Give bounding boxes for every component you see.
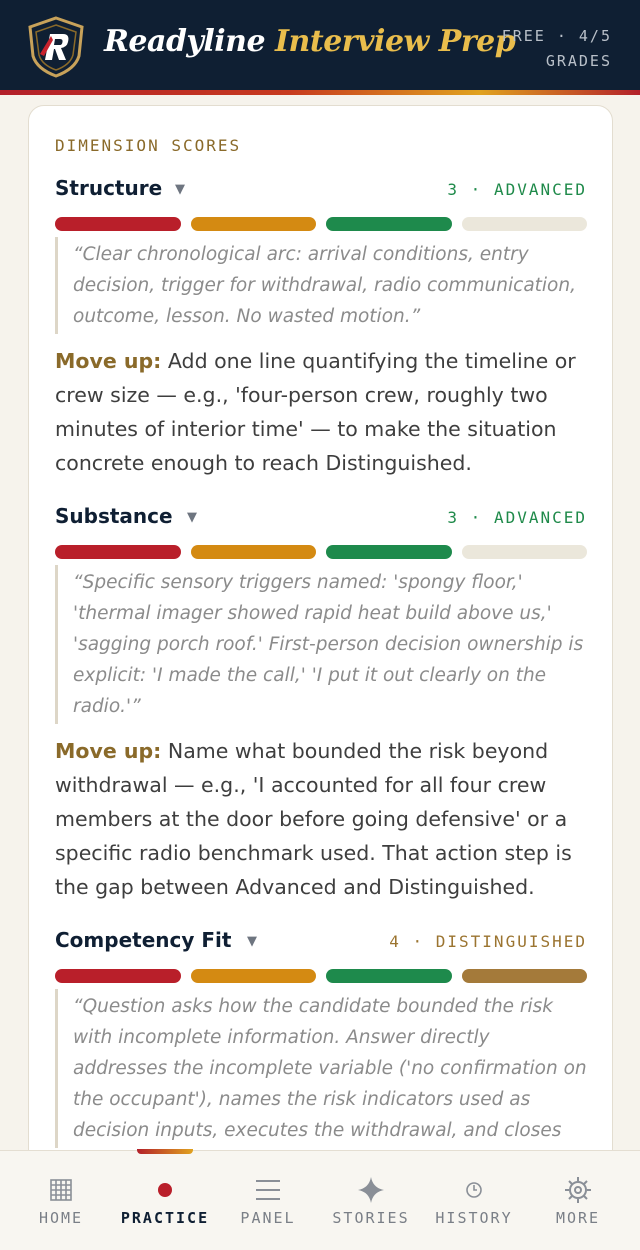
plan-status	[502, 24, 612, 74]
nav-panel[interactable]	[215, 1151, 321, 1250]
move-up-advice	[55, 344, 587, 480]
evidence-quote: “Question asks how the candidate bounded the risk with incomplete information. Answer directly addresses the incomplete variable ('no confirmation on the occupant'), names the risk indicators used as decision inputs, executes the withdrawal, and closes	[55, 989, 587, 1148]
nav-label: STORIES	[332, 1209, 410, 1227]
score-bar-4	[462, 217, 588, 231]
dimension-score: 3 · ADVANCED	[447, 180, 587, 199]
dimension-name: Structure	[55, 176, 163, 200]
nav-label: MORE	[555, 1209, 601, 1227]
nav-practice[interactable]	[112, 1151, 218, 1250]
menu-lines-icon	[215, 1175, 321, 1205]
score-bar-4	[462, 545, 588, 559]
app-header	[0, 0, 640, 92]
dimension-score: 3 · ADVANCED	[447, 508, 587, 527]
evidence-quote: “Clear chronological arc: arrival conditions, entry decision, trigger for withdrawal, radio communication, outcome, lesson. No wasted motion.”	[55, 237, 587, 334]
score-bar-1	[55, 217, 181, 231]
plan-grades-count: FREE · 4/5	[501, 27, 612, 45]
dimension-substance	[55, 504, 587, 904]
nav-more[interactable]	[525, 1151, 631, 1250]
score-bar-1	[55, 969, 181, 983]
plan-grades-label: GRADES	[545, 52, 612, 70]
brand-accent: Interview Prep	[275, 24, 516, 59]
score-bar-3	[326, 217, 452, 231]
dimension-competency-fit	[55, 928, 587, 1148]
dimension-scores-card	[28, 105, 613, 1205]
evidence-quote: “Specific sensory triggers named: 'spongy floor,' 'thermal imager showed rapid heat build above us,' 'sagging porch roof.' First-person decision ownership is explicit: 'I made the call,' 'I put it out clearly on the radio.'”	[55, 565, 587, 724]
nav-label: PANEL	[240, 1209, 296, 1227]
score-bars	[55, 545, 587, 559]
dimension-structure	[55, 176, 587, 480]
score-bar-4	[462, 969, 588, 983]
dimension-header[interactable]	[55, 176, 587, 206]
dimension-name: Substance	[55, 504, 173, 528]
app-title	[104, 24, 515, 59]
chevron-down-icon[interactable]: ▼	[247, 934, 257, 949]
nav-label: PRACTICE	[120, 1209, 210, 1227]
move-up-advice	[55, 734, 587, 904]
score-bars	[55, 969, 587, 983]
score-bar-2	[191, 545, 317, 559]
nav-history[interactable]	[421, 1151, 527, 1250]
header-accent-stripe	[0, 90, 640, 95]
score-bars	[55, 217, 587, 231]
nav-home[interactable]	[8, 1151, 114, 1250]
grid-icon	[8, 1175, 114, 1205]
record-dot-icon	[112, 1175, 218, 1205]
section-label: DIMENSION SCORES	[55, 136, 242, 155]
score-bar-1	[55, 545, 181, 559]
chevron-down-icon[interactable]: ▼	[175, 182, 185, 197]
chevron-down-icon[interactable]: ▼	[187, 510, 197, 525]
score-bar-2	[191, 969, 317, 983]
nav-label: HOME	[38, 1209, 84, 1227]
dimension-header[interactable]	[55, 928, 587, 958]
clock-icon	[421, 1175, 527, 1205]
move-up-text: Add one line quantifying the timeline or crew size — e.g., 'four-person crew, roughly two minutes of interior time' — to make the situation concrete enough to reach Distinguished.	[55, 349, 576, 475]
move-up-text: Name what bounded the risk beyond withdrawal — e.g., 'I accounted for all four crew members at the door before going defensive' or a specific radio benchmark used. That action step is the gap between Advanced and Distinguished.	[55, 739, 572, 899]
bottom-nav	[0, 1150, 640, 1250]
nav-stories[interactable]	[318, 1151, 424, 1250]
brand-main: Readyline	[104, 24, 266, 59]
gear-icon	[525, 1175, 631, 1205]
dimension-score: 4 · DISTINGUISHED	[389, 932, 587, 951]
move-up-label: Move up:	[55, 739, 162, 763]
score-bar-3	[326, 969, 452, 983]
score-bar-3	[326, 545, 452, 559]
score-bar-2	[191, 217, 317, 231]
sparkle-icon	[318, 1175, 424, 1205]
move-up-label: Move up:	[55, 349, 162, 373]
readyline-shield-logo	[26, 16, 86, 78]
dimension-header[interactable]	[55, 504, 587, 534]
nav-label: HISTORY	[435, 1209, 513, 1227]
dimension-name: Competency Fit	[55, 928, 232, 952]
